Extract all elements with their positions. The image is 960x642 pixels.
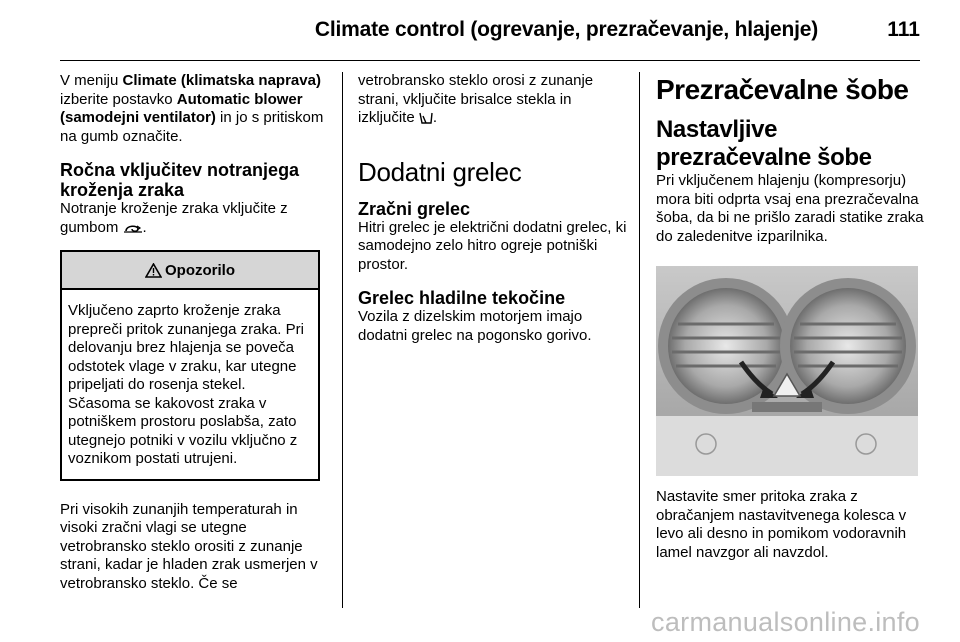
warning-title: Opozorilo <box>165 261 235 279</box>
recirculation-icon <box>123 222 143 241</box>
page-title: Climate control (ogrevanje, prezračevanje, hlajenje) <box>314 18 818 41</box>
intro-paragraph: V meniju Climate (klimatska naprava) izberite postavko Automatic blower (samodejni ventilator) in jo s pritiskom na gumb označite. <box>60 72 324 145</box>
adjustable-vents-paragraph: Pri vključenem hlajenju (kompresorju) mora biti odprta vsaj ena prezračevalna šoba, da bi ne prišlo zaradi statike zraka do zaledenitve izparilnika. <box>656 172 924 245</box>
column-divider-2 <box>639 72 640 608</box>
column-3 <box>656 72 926 562</box>
menu-name: Climate (klimatska naprava) <box>122 72 321 89</box>
menu-item-name: Automatic blower (samodejni ventilator) <box>60 90 303 126</box>
fogging-continued-paragraph: vetrobransko steklo orosi z zunanje strani, vključite brisalce stekla in izključite . <box>358 72 628 131</box>
recirculation-paragraph: Notranje kroženje zraka vključite z gumbom . <box>60 200 330 240</box>
fogging-paragraph: Pri visokih zunanjih temperaturah in visoki zračni vlagi se utegne vetrobransko steklo orositi z zunanje strani, kadar je hladen zrak usmerjen v vetrobransko steklo. Če se <box>60 500 318 592</box>
warning-box <box>60 250 320 481</box>
warning-text: Vključeno zaprto kroženje zraka prepreči pritok zunanjega zraka. Pri delovanju brez hlajenja se poveča odstotek vlage v zraku, kar utegne pripeljati do rosenja stekel. Sčasoma se kakovost zraka v potniškem prostoru poslabša, zato utegnejo potniki v vozilu vključno z voznikom postati utrujeni. <box>68 302 304 467</box>
warning-body <box>62 290 318 479</box>
subheading-air-heater: Zračni grelec <box>358 198 471 219</box>
warning-triangle-icon <box>145 263 162 278</box>
windshield-wiper-icon <box>419 112 433 131</box>
page-number: 111 <box>887 18 920 41</box>
subheading-coolant-heater: Grelec hladilne tekočine <box>358 288 566 308</box>
section-heading-auxiliary-heater: Dodatni grelec <box>358 156 522 187</box>
section-heading-recirculation: Ročna vključitev notranjega kroženja zraka <box>60 160 300 200</box>
air-vents-photo <box>656 266 918 476</box>
watermark: carmanualsonline.info <box>651 607 920 637</box>
column-2 <box>358 72 628 345</box>
column-1 <box>60 72 330 593</box>
subheading-adjustable-vents: Nastavljive prezračevalne šobe <box>656 116 872 171</box>
air-heater-paragraph: Hitri grelec je električni dodatni grelec, ki samodejno zelo hitro ogreje potniški prostor. <box>358 218 627 273</box>
warning-header <box>62 252 318 290</box>
section-title-air-vents: Prezračevalne šobe <box>656 74 909 105</box>
header-divider <box>60 60 920 61</box>
column-divider-1 <box>342 72 343 608</box>
vent-adjust-caption: Nastavite smer pritoka zraka z obračanjem nastavitvenega kolesca v levo ali desno in pomikom vodoravnih lamel navzgor ali navzdol. <box>656 488 907 561</box>
coolant-heater-paragraph: Vozila z dizelskim motorjem imajo dodatni grelec na pogonsko gorivo. <box>358 308 592 344</box>
